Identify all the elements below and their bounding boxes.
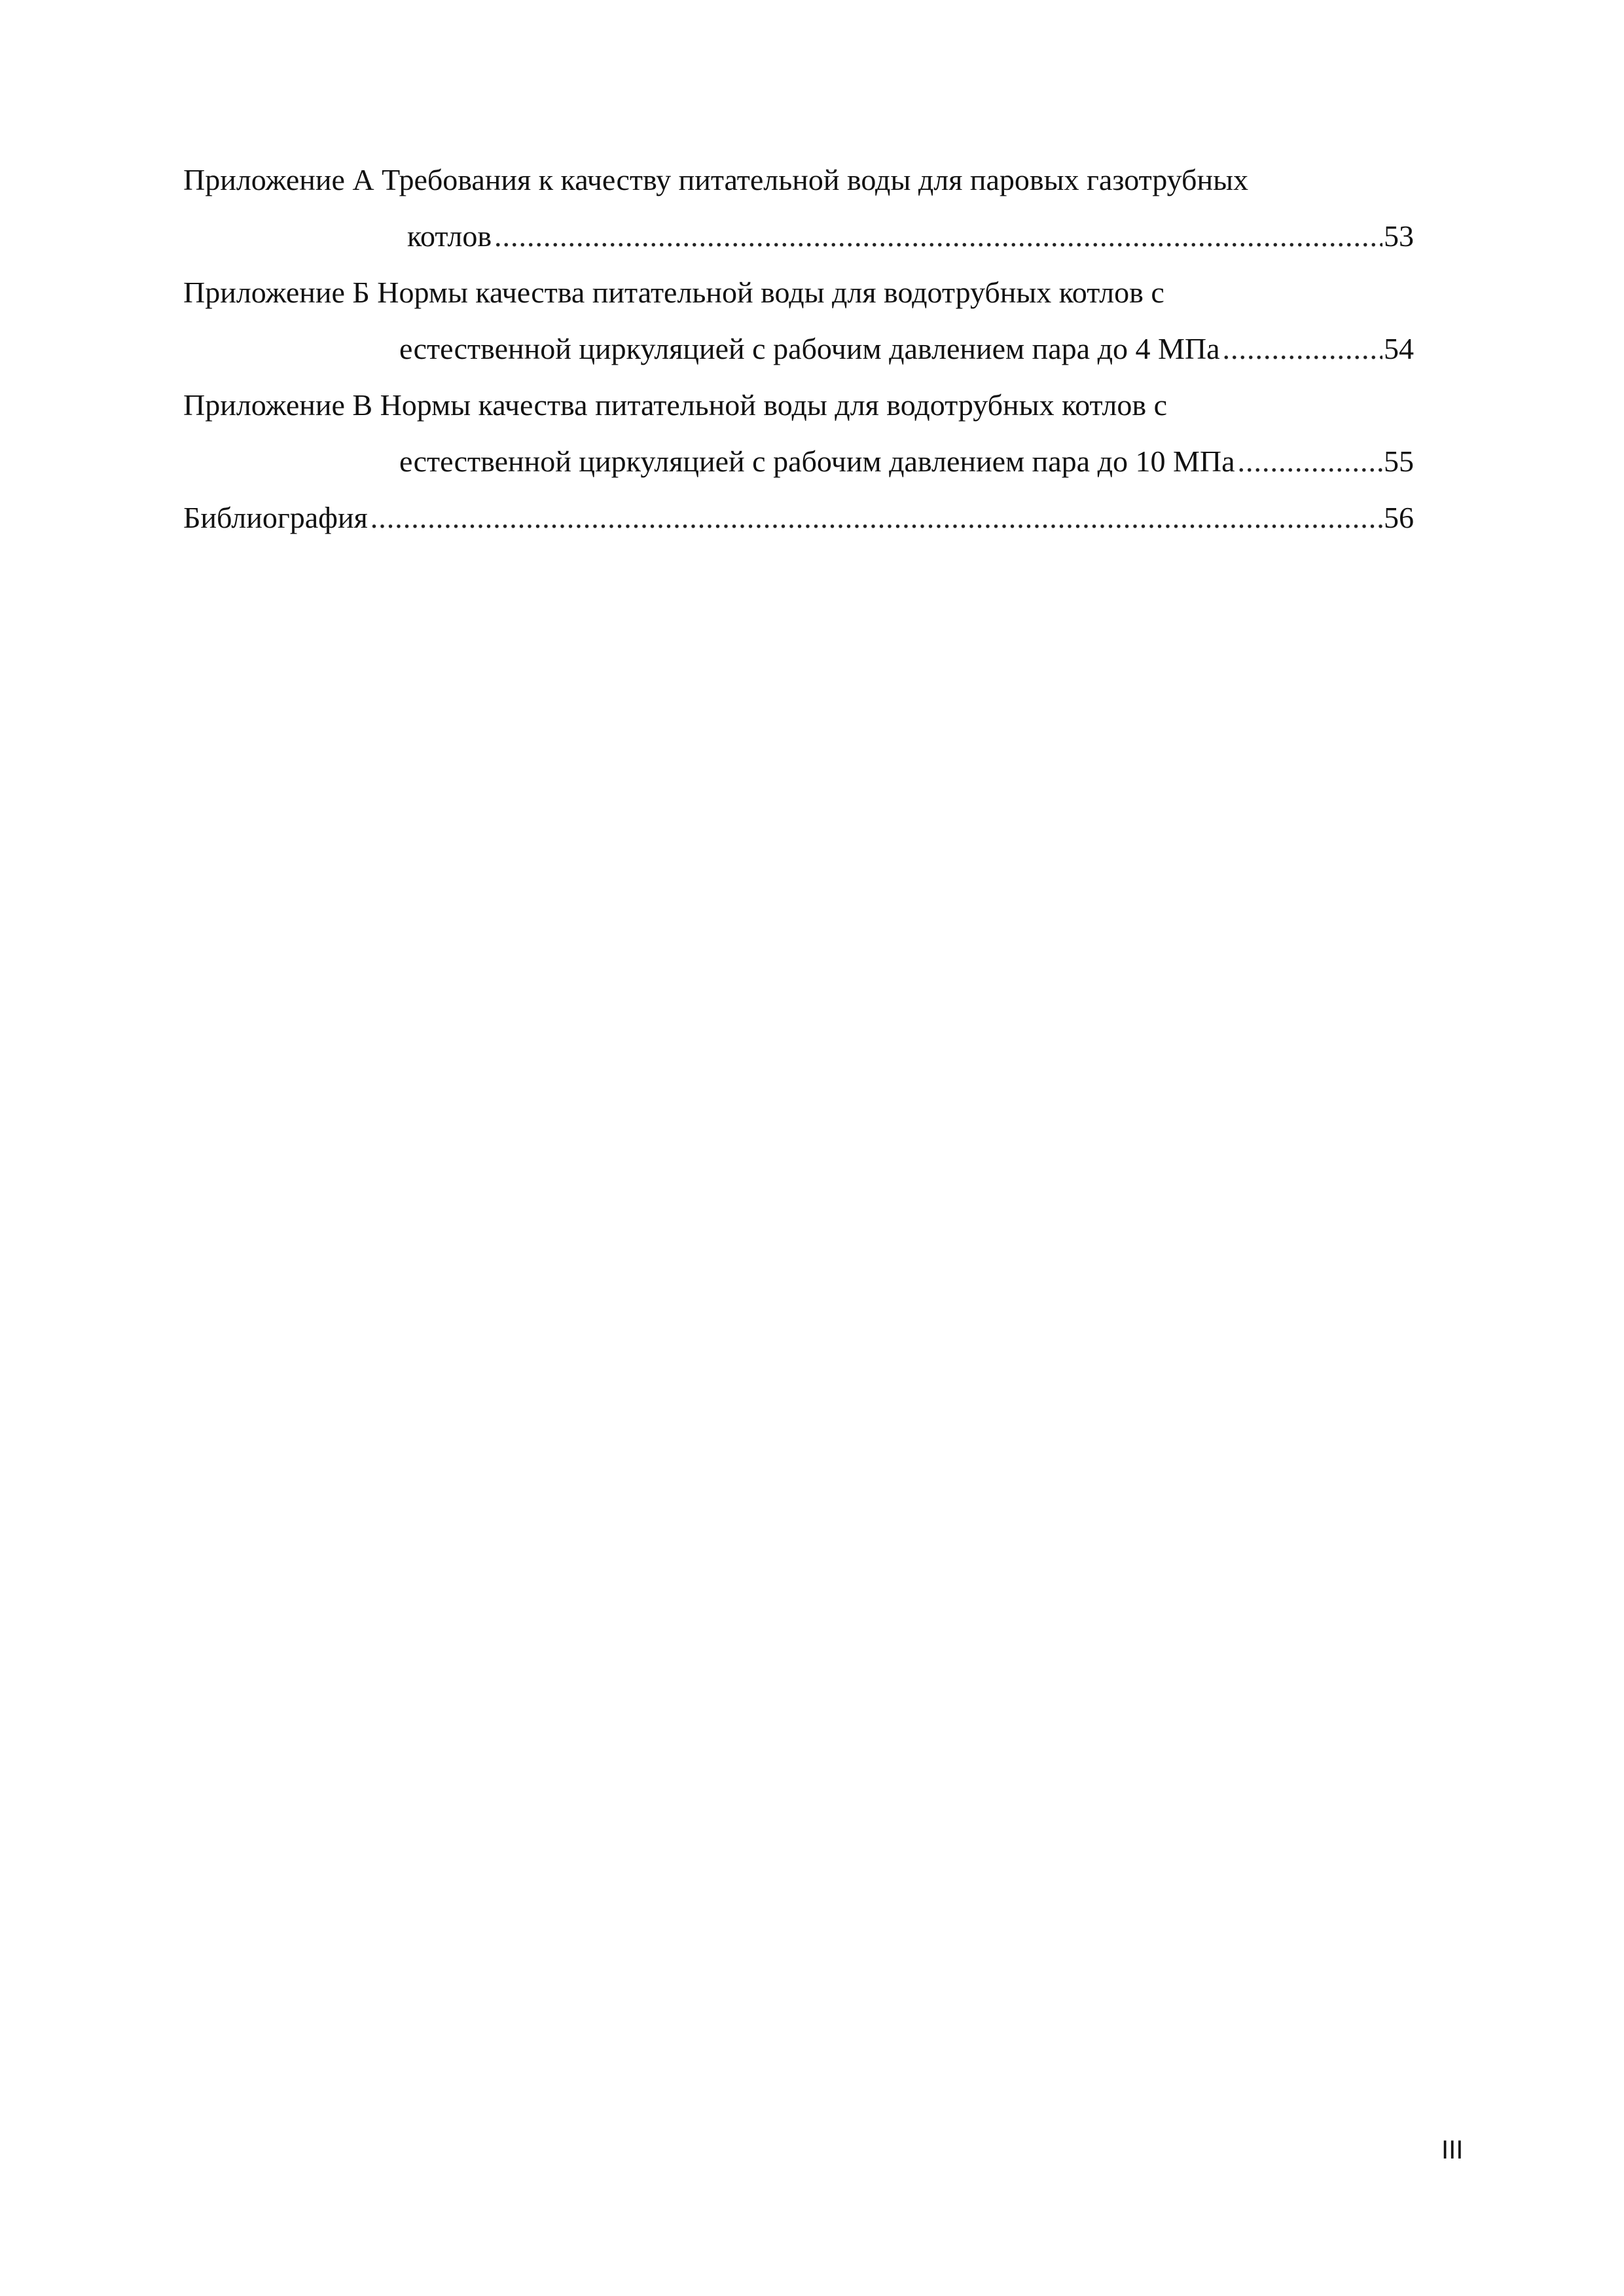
toc-entry-continuation (183, 208, 1414, 264)
toc-entry-label: Приложение А Требования к качеству питательной воды для паровых газотрубных (183, 163, 1248, 196)
toc-page-number: 55 (1384, 445, 1414, 478)
leader-dots (1238, 433, 1382, 490)
toc-entry-label: естественной циркуляцией с рабочим давлением пара до 4 МПа (399, 332, 1220, 365)
toc-entry-continuation (183, 433, 1414, 490)
toc-page-number: 53 (1384, 219, 1414, 253)
toc-entry-title (183, 490, 1414, 546)
leader-dots (1223, 321, 1382, 377)
toc-entry-appendix-b[interactable] (183, 264, 1414, 377)
leader-dots (370, 490, 1382, 546)
toc-entry-title (183, 152, 1414, 208)
table-of-contents (183, 152, 1414, 546)
toc-entry-label: котлов (407, 219, 492, 253)
toc-entry-label: Библиография (183, 501, 368, 534)
toc-entry-continuation (183, 321, 1414, 377)
toc-entry-label: Приложение Б Нормы качества питательной воды для водотрубных котлов с (183, 276, 1164, 309)
toc-entry-label: Приложение В Нормы качества питательной воды для водотрубных котлов с (183, 388, 1168, 422)
toc-page-number: 54 (1384, 332, 1414, 365)
toc-entry-appendix-a[interactable] (183, 152, 1414, 264)
toc-entry-appendix-v[interactable] (183, 377, 1414, 490)
page-number: III (1441, 2136, 1464, 2164)
toc-entry-bibliography[interactable] (183, 490, 1414, 546)
toc-page-number: 56 (1384, 501, 1414, 534)
toc-entry-title (183, 377, 1414, 433)
toc-entry-label: естественной циркуляцией с рабочим давлением пара до 10 МПа (399, 445, 1235, 478)
leader-dots (494, 208, 1382, 264)
toc-entry-title (183, 264, 1414, 321)
